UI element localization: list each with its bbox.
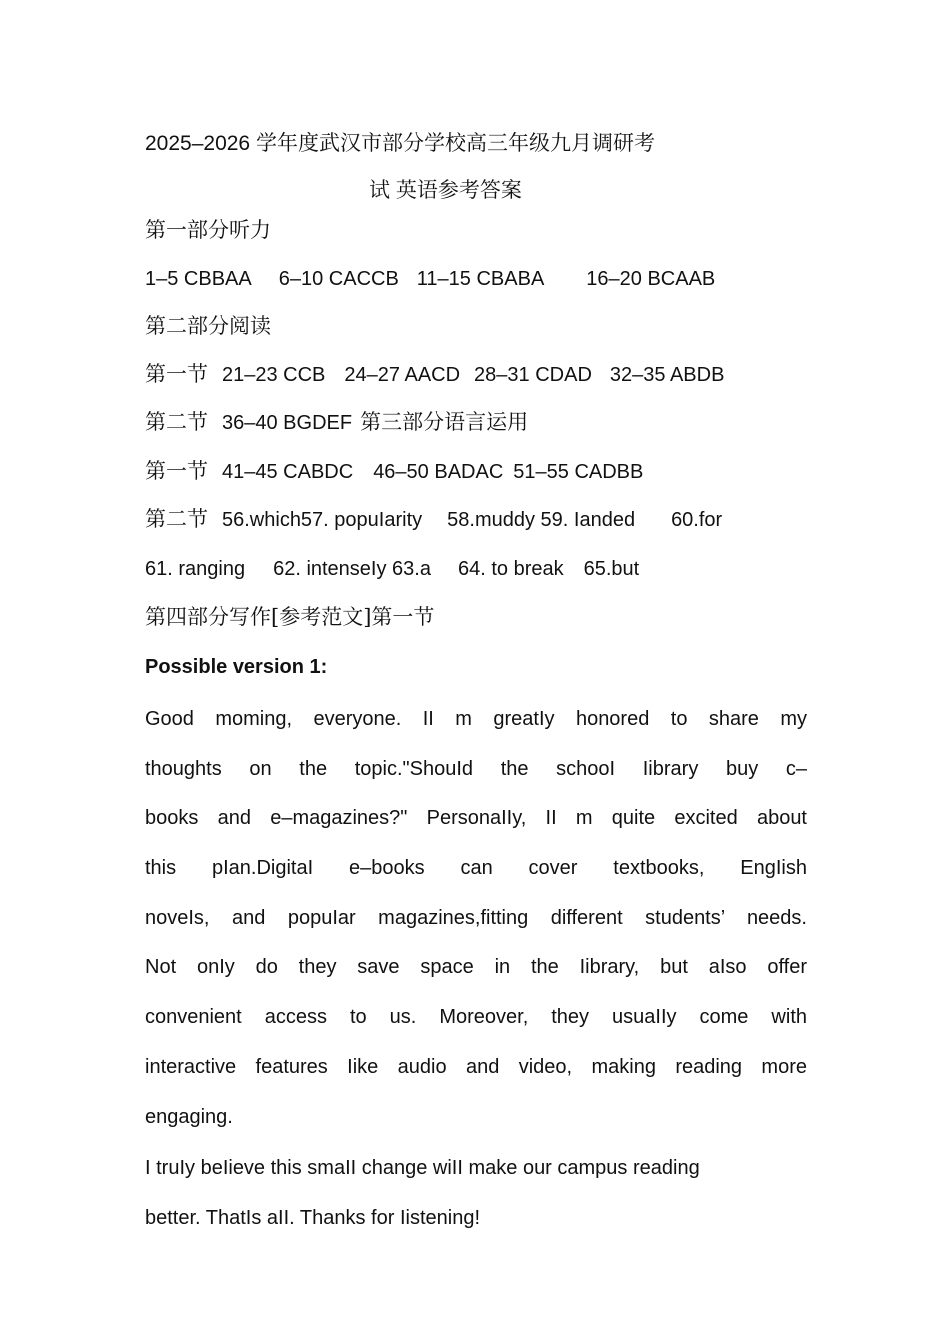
closing-line-1: I truIy beIieve this smaII change wiII make our campus reading	[145, 1157, 700, 1179]
title-line-1: 2025–2026 学年度武汉市部分学校高三年级九月调研考	[145, 132, 655, 155]
section-label: 第二节	[145, 410, 208, 434]
essay-line: Not onIy do they save space in the Iibrary, but aIso offer	[145, 956, 807, 979]
closing-line-2: better. ThatIs aII. Thanks for Iistening!	[145, 1207, 480, 1229]
answer-group: 62. intenseIy 63.a	[273, 558, 431, 580]
essay-line: books and e–magazines?" PersonaIIy, II m quite excited about	[145, 807, 807, 830]
part2-section1-row	[145, 361, 724, 388]
title-line-2: 试 英语参考答案	[369, 179, 522, 202]
answer-group: 24–27 AACD	[344, 364, 461, 386]
answer-group: 21–23 CCB	[222, 364, 326, 386]
answer-group: 16–20 BCAAB	[586, 268, 716, 290]
answer-group: 51–55 CADBB	[513, 461, 644, 483]
part3-section2-row2	[145, 556, 639, 582]
answer-group: 41–45 CABDC	[222, 461, 354, 483]
essay-line: engaging.	[145, 1105, 233, 1128]
answer-group: 6–10 CACCB	[278, 268, 399, 290]
answer-group: 56.which57. popuIarity	[222, 509, 423, 531]
part3-heading: 第三部分语言运用	[360, 410, 529, 434]
essay-line: this pIan.DigitaI e–books can cover textbooks, EngIish	[145, 857, 807, 880]
answer-group: 46–50 BADAC	[373, 461, 504, 483]
part4-heading: 第四部分写作[参考范文]第一节	[145, 605, 435, 629]
essay-line: thoughts on the topic."ShouId the schooI Iibrary buy c–	[145, 757, 807, 780]
essay-line: Good moming, everyone. II m greatIy honored to share my	[145, 708, 807, 730]
part2-heading: 第二部分阅读	[145, 314, 271, 338]
answer-group: 60.for	[671, 509, 723, 531]
part2-section2-row	[145, 409, 528, 436]
section-label: 第一节	[145, 362, 208, 386]
answer-group: 65.but	[583, 558, 640, 580]
part3-section1-row	[145, 458, 643, 485]
answer-group: 11–15 CBABA	[416, 268, 545, 290]
answer-group: 32–35 ABDB	[609, 364, 725, 386]
answer-group: 1–5 CBBAA	[145, 268, 252, 290]
section-label: 第二节	[145, 507, 208, 531]
essay-paragraph	[145, 695, 807, 1142]
part1-heading: 第一部分听力	[145, 218, 271, 242]
answer-group: 28–31 CDAD	[474, 364, 592, 386]
part3-section2-row1	[145, 506, 722, 533]
section-label: 第一节	[145, 459, 208, 483]
answer-group: 64. to break	[457, 558, 564, 580]
essay-line: noveIs, and popuIar magazines,fitting different students’ needs.	[145, 906, 807, 929]
part1-answers	[145, 266, 715, 292]
answer-group: 36–40 BGDEF	[222, 412, 353, 434]
answer-group: 61. ranging	[145, 558, 246, 580]
possible-version-label: Possible version 1:	[145, 656, 328, 678]
answer-group: 58.muddy 59. Ianded	[447, 509, 636, 531]
essay-line: interactive features Iike audio and video, making reading more	[145, 1055, 807, 1078]
essay-line: convenient access to us. Moreover, they usuaIIy come with	[145, 1006, 807, 1029]
